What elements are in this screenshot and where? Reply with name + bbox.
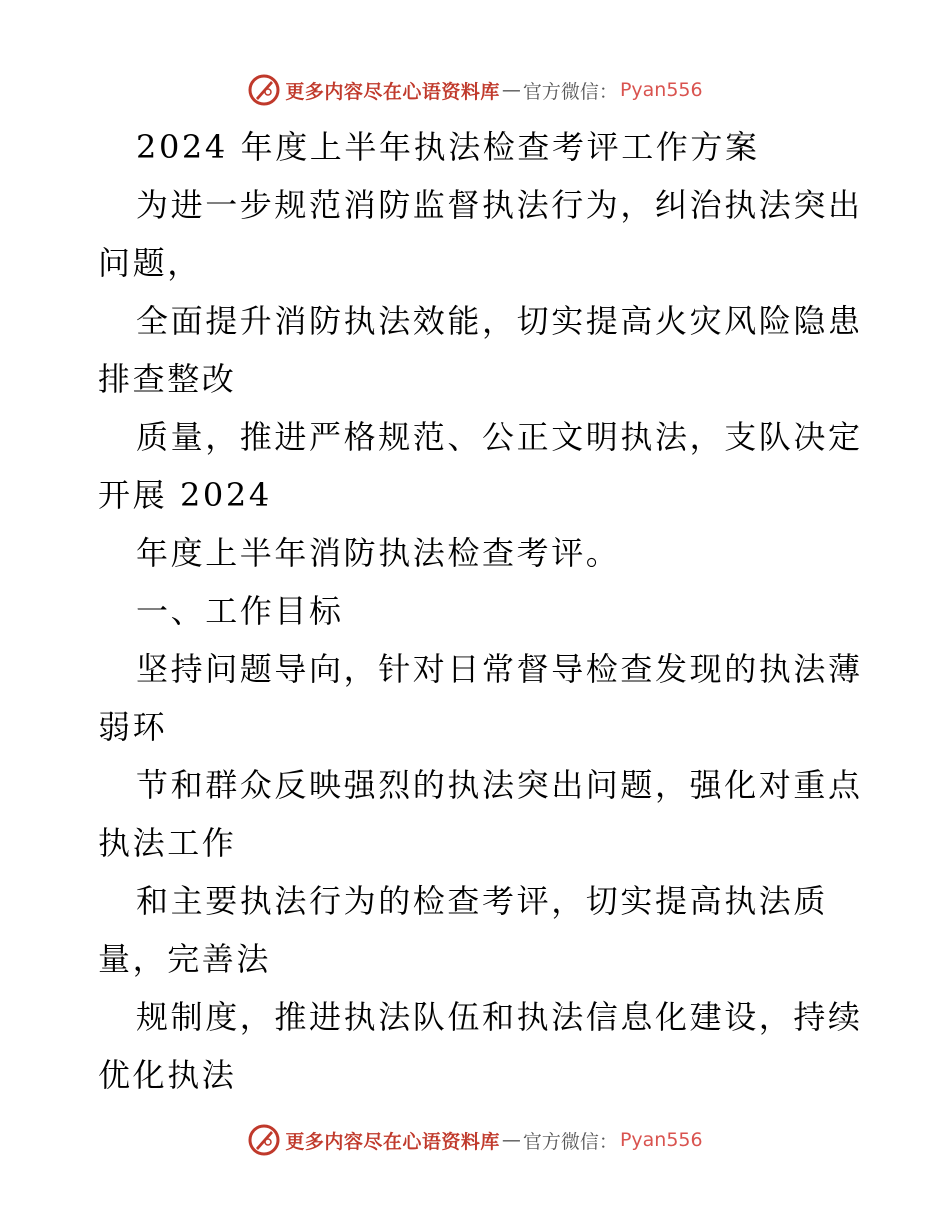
paragraph-line: 规制度，推进执法队伍和执法信息化建设，持续 (136, 998, 863, 1036)
paragraph-line: 弱环 (98, 708, 168, 746)
paragraph-line: 和主要执法行为的检查考评，切实提高执法质 (136, 882, 829, 920)
paragraph-line: 开展 2024 (98, 476, 272, 514)
watermark-dash: — (501, 1129, 521, 1151)
paragraph-line: 量，完善法 (98, 940, 272, 978)
watermark-footer (0, 1120, 950, 1160)
watermark-header (0, 70, 950, 110)
watermark-wechat-id: Pyan556 (619, 1129, 703, 1151)
watermark-site-text: 更多内容尽在心语资料库 (285, 1130, 500, 1153)
paragraph-line: 年度上半年消防执法检查考评。 (136, 534, 621, 572)
quill-pen-circle-icon (247, 73, 281, 107)
paragraph-line: 为进一步规范消防监督执法行为，纠治执法突出 (136, 186, 863, 224)
paragraph-line: 质量，推进严格规范、公正文明执法，支队决定 (136, 418, 863, 456)
watermark-wechat-label: 官方微信： (522, 80, 618, 103)
paragraph-line: 节和群众反映强烈的执法突出问题，强化对重点 (136, 766, 863, 804)
watermark-site-text: 更多内容尽在心语资料库 (285, 80, 500, 103)
watermark-wechat-id: Pyan556 (619, 79, 703, 101)
document-title: 2024 年度上半年执法检查考评工作方案 (136, 128, 760, 166)
section-heading: 一、工作目标 (136, 592, 344, 630)
paragraph-line: 优化执法 (98, 1056, 237, 1094)
paragraph-line: 坚持问题导向，针对日常督导检查发现的执法薄 (136, 650, 863, 688)
paragraph-line: 全面提升消防执法效能，切实提高火灾风险隐患 (136, 302, 863, 340)
quill-pen-circle-icon (247, 1123, 281, 1157)
watermark-wechat-label: 官方微信： (522, 1130, 618, 1153)
paragraph-line: 执法工作 (98, 824, 237, 862)
paragraph-line: 问题， (98, 244, 202, 282)
document-body (98, 118, 863, 1104)
watermark-dash: — (501, 79, 521, 101)
paragraph-line: 排查整改 (98, 360, 237, 398)
